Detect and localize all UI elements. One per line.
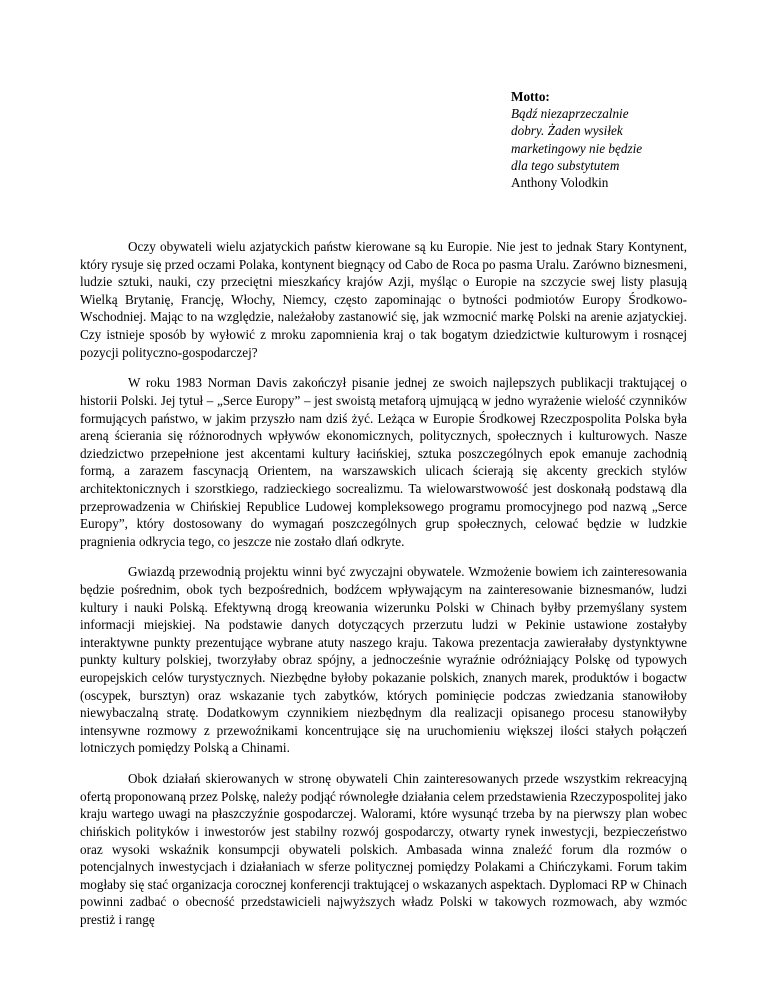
motto-quote-line: dla tego substytutem bbox=[511, 157, 620, 173]
document-body bbox=[80, 238, 687, 942]
paragraph-2: W roku 1983 Norman Davis zakończył pisanie jednej ze swoich najlepszych publikacji traktującej o historii Polski. Jej tytuł – „Serce Europy” – jest swoistą metaforą ujmującą w jedno wyrażenie wielość czynników formujących państwo, w jakim przyszło nam dziś żyć. Leżąca w Europie Środkowej Rzeczpospolita Polska była areną ścierania się różnorodnych wpływów ekonomicznych, politycznych, społecznych i kulturowych. Nasze dziedzictwo przepełnione jest akcentami kultury łacińskiej, sztuka poszczególnych epok emanuje zachodnią formą, a zarazem fascynacją Orientem, na warszawskich ulicach ścierają się akcenty greckich stylów architektonicznych i szorstkiego, radzieckiego socrealizmu. Ta wielowarstwowość jest doskonałą podstawą dla przeprowadzenia w Chińskiej Republice Ludowej kompleksowego programu promocyjnego pod nazwą „Serce Europy”, który dostosowany do wymagań poszczególnych grup społecznych, celować będzie w ludzkie pragnienia odkrycia tego, co jeszcze nie zostało dlań odkryte. bbox=[80, 375, 687, 549]
motto-heading: Motto: bbox=[511, 89, 550, 104]
paragraph-3: Gwiazdą przewodnią projektu winni być zwyczajni obywatele. Wzmożenie bowiem ich zainteresowania będzie pośrednim, obok tych bezpośrednich, bodźcem wpływającym na zainteresowanie biznesmanów, ludzi kultury i nauki Polską. Efektywną drogą kreowania wizerunku Polski w Chinach byłby przemyślany system informacji miejskiej. Na podstawie danych dotyczących przerzutu ludzi w Pekinie ustawione zostałyby interaktywne punkty prezentujące wybrane atuty naszego kraju. Takowa prezentacja zawierałaby dystynktywne punkty kultury polskiej, tworzyłaby obraz spójny, a jednocześnie wyraźnie odróżniający Polskę od typowych europejskich celów turystycznych. Niezbędne byłoby pokazanie polskich, znanych marek, produktów i bogactw (oscypek, bursztyn) oraz wskazanie tych zabytków, których pominięcie podczas zwiedzania stanowiłoby niewybaczalną stratę. Dodatkowym czynnikiem niezbędnym dla realizacji opisanego procesu stanowiłyby intensywne rozmowy z przewoźnikami koncentrujące się na uruchomieniu większej ilości stałych połączeń lotniczych pomiędzy Polską a Chinami. bbox=[80, 564, 687, 756]
motto-quote bbox=[511, 105, 691, 174]
motto-quote-line: Bądź niezaprzeczalnie bbox=[511, 106, 629, 122]
motto-author: Anthony Volodkin bbox=[511, 175, 609, 191]
motto-quote-line: dobry. Żaden wysiłek bbox=[511, 123, 623, 139]
paragraph-4: Obok działań skierowanych w stronę obywateli Chin zainteresowanych przede wszystkim rekreacyjną ofertą proponowaną przez Polskę, należy podjąć równoległe działania celem przedstawienia Rzeczypospolitej jako kraju wartego uwagi na płaszczyźnie gospodarczej. Walorami, które wysunąć trzeba by na pierwszy plan wobec chińskich polityków i inwestorów jest stabilny rozwój gospodarczy, otwarty rynek inwestycji, bezpieczeństwo oraz wysoki wskaźnik konsumpcji obywateli polskich. Ambasada winna znaleźć forum dla rozmów o potencjalnych inwestycjach i działaniach w sferze politycznej pomiędzy Polakami a Chińczykami. Forum takim mogłaby się stać organizacja corocznej konferencji traktującej o wskazanych aspektach. Dyplomaci RP w Chinach powinni zadbać o obecność przedstawicieli najwyższych władz Polski w takowych rozmowach, aby wzmóc prestiż i rangę bbox=[80, 771, 687, 927]
paragraph-1: Oczy obywateli wielu azjatyckich państw kierowane są ku Europie. Nie jest to jednak Stary Kontynent, który rysuje się przed oczami Polaka, kontynent biegnący od Cabo de Roca po pasma Uralu. Zarówno biznesmeni, ludzie sztuki, nauki, czy przeciętni mieszkańcy krajów Azji, myśląc o Europie na szczycie swej listy plasują Wielką Brytanię, Francję, Włochy, Niemcy, często zapominając o bytności podmiotów Europy Środkowo-Wschodniej. Mając to na względzie, należałoby zastanowić się, jak wzmocnić markę Polski na arenie azjatyckiej. Czy istnieje sposób by wyłowić z mroku zapomnienia kraj o tak bogatym dziedzictwie kulturowym i rosnącej pozycji polityczno-gospodarczej? bbox=[80, 239, 687, 360]
motto-block bbox=[511, 88, 691, 191]
motto-quote-line: marketingowy nie będzie bbox=[511, 140, 643, 156]
